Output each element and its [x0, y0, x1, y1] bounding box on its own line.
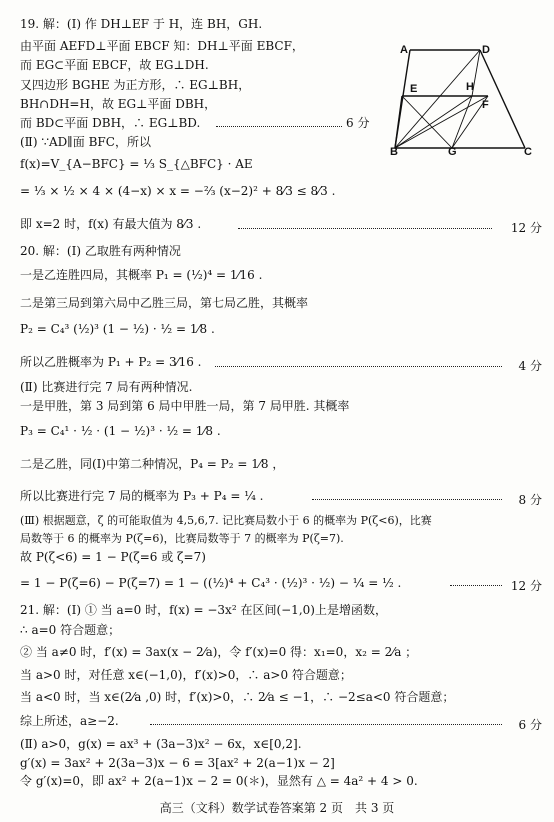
figure-label-f: F — [482, 99, 489, 111]
page-footer: 高三（文科）数学试卷答案第 2 页 共 3 页 — [159, 801, 395, 815]
q21-line-6: 综上所述，a≥−2. — [20, 714, 119, 728]
q20-line-11: (Ⅲ) 根据题意，ζ 的可能取值为 4,5,6,7. 记比赛局数小于 6 的概率为 P(ζ<6)，比赛 — [20, 514, 432, 527]
q21-line-8: g′(x) = 3ax² + 2(3a−3)x − 6 = 3[ax² + 2(a−1)x − 2] — [20, 756, 335, 770]
q21-line-2: ∴ a=0 符合题意； — [20, 623, 121, 637]
figure-label-a: A — [400, 44, 408, 56]
q21-line-9: 令 g′(x)=0，即 ax² + 2(a−1)x − 2 = 0(＊)，显然有 △ = 4a² + 4 > 0. — [20, 774, 418, 788]
q19-line-4: 又四边形 BGHE 为正方形，∴ EG⊥BH， — [20, 78, 251, 92]
q20-line-13: 故 P(ζ<6) = 1 − P(ζ=6 或 ζ=7) — [20, 550, 206, 564]
q19-line-9: = ⅓ × ½ × 4 × (4−x) × x = −⅔ (x−2)² + 8⁄3 ≤ 8⁄3 . — [20, 184, 336, 198]
q20-line-8: P₃ = C₄¹ · ½ · (1 − ½)³ · ½ = 1⁄8 . — [20, 424, 221, 438]
figure-label-b: B — [390, 146, 398, 155]
q21-line-5: 当 a<0 时，当 x∈(2⁄a ,0) 时，f′(x)>0，∴ 2⁄a ≤ −1，∴ −2≤a<0 符合题意； — [20, 690, 455, 704]
figure-label-c: C — [524, 146, 532, 155]
score-mark: 4 分 — [518, 359, 542, 373]
dotted-leader — [450, 585, 502, 586]
q19-line-6: 而 BD⊂平面 DBH，∴ EG⊥BD. — [20, 116, 201, 130]
figure-label-g: G — [448, 146, 457, 155]
q19-line-10: 即 x=2 时，f(x) 有最大值为 8⁄3 . — [20, 217, 202, 231]
score-mark: 6 分 — [346, 116, 370, 130]
q21-line-1: 21. 解：(Ⅰ) ① 当 a=0 时，f(x) = −3x² 在区间(−1,0)上是增函数， — [20, 603, 387, 617]
q21-line-4: 当 a>0 时，对任意 x∈(−1,0)，f′(x)>0，∴ a>0 符合题意； — [20, 668, 352, 682]
q20-line-2: 一是乙连胜四局，其概率 P₁ = (½)⁴ = 1⁄16 . — [20, 268, 263, 282]
q19-line-8: f(x)=V_{A−BFC} = ⅓ S_{△BFC} · AE — [20, 157, 253, 171]
q20-line-12: 局数等于 6 的概率为 P(ζ=6)，比赛局数等于 7 的概率为 P(ζ=7). — [20, 532, 344, 545]
figure-label-d: D — [482, 44, 490, 56]
q20-line-14: = 1 − P(ζ=6) − P(ζ=7) = 1 − ((½)⁴ + C₄³ · (½)³ · ½) − ¼ = ½ . — [20, 576, 402, 590]
q21-line-7: (Ⅱ) a>0，g(x) = ax³ + (3a−3)x² − 6x，x∈[0,2]. — [20, 737, 302, 751]
q20-line-1: 20. 解：(Ⅰ) 乙取胜有两种情况 — [20, 244, 181, 258]
dotted-leader — [238, 228, 492, 229]
dotted-leader — [215, 366, 502, 367]
q21-line-3: ② 当 a≠0 时，f′(x) = 3ax(x − 2⁄a)，令 f′(x)=0 得：x₁=0，x₂ = 2⁄a ； — [20, 645, 418, 659]
q19-line-2: 由平面 AEFD⊥平面 EBCF 知：DH⊥平面 EBCF， — [20, 39, 304, 53]
q20-line-3: 二是第三局到第六局中乙胜三局，第七局乙胜，其概率 — [20, 296, 309, 310]
q19-line-1: 19. 解：(Ⅰ) 作 DH⊥EF 于 H，连 BH，GH. — [20, 17, 263, 31]
figure-label-e: E — [410, 83, 418, 95]
geometry-figure — [390, 40, 550, 155]
score-mark: 6 分 — [518, 718, 542, 732]
dotted-leader — [150, 724, 502, 725]
score-mark: 8 分 — [518, 493, 542, 507]
dotted-leader — [216, 126, 342, 127]
figure-label-h: H — [466, 81, 474, 93]
q20-line-6: (Ⅱ) 比赛进行完 7 局有两种情况. — [20, 380, 193, 394]
q19-line-3: 而 EG⊂平面 EBCF，故 EG⊥DH. — [20, 58, 209, 72]
score-mark: 12 分 — [510, 579, 542, 593]
q19-line-5: BH∩DH=H，故 EG⊥平面 DBH， — [20, 97, 217, 111]
q20-line-9: 二是乙胜，同(Ⅰ)中第二种情况，P₄ = P₂ = 1⁄8 ， — [20, 457, 285, 471]
q20-line-7: 一是甲胜，第 3 局到第 6 局中甲胜一局，第 7 局甲胜. 其概率 — [20, 399, 350, 413]
q20-line-10: 所以比赛进行完 7 局的概率为 P₃ + P₄ = ¼ . — [20, 489, 264, 503]
q20-line-4: P₂ = C₄³ (½)³ (1 − ½) · ½ = 1⁄8 . — [20, 322, 215, 336]
score-mark: 12 分 — [510, 221, 542, 235]
q20-line-5: 所以乙胜概率为 P₁ + P₂ = 3⁄16 . — [20, 355, 202, 369]
q19-line-7: (Ⅱ) ∵AD∥面 BFC，所以 — [20, 135, 151, 149]
dotted-leader — [312, 499, 502, 500]
